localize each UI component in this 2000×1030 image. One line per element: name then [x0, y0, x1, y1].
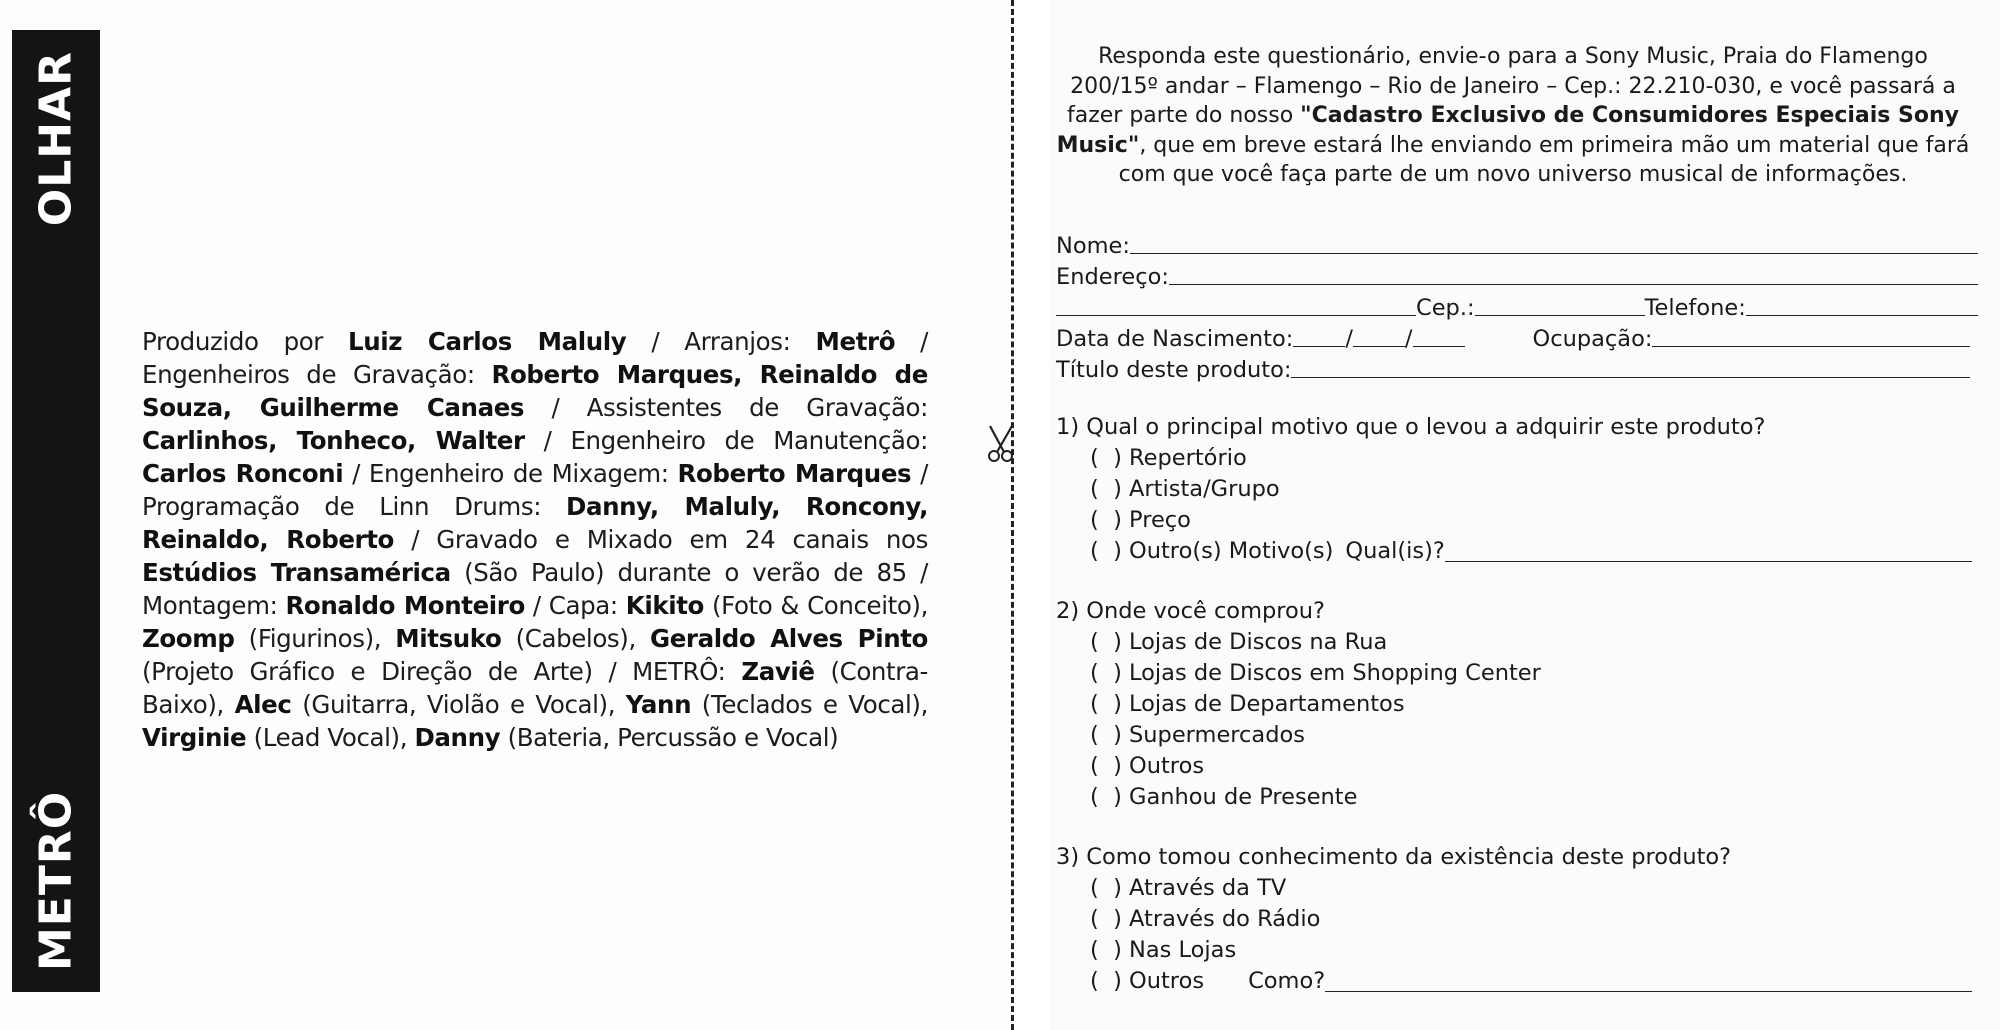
option-label: Através da TV: [1129, 875, 1287, 901]
text-run: Responda este questionário, envie-o para a Sony Music, Praia do Flamengo 200/15º andar – Flamengo – Rio de Janeiro – Cep.: 22.210-030, e você passará a fazer parte do nosso: [1066, 44, 1956, 128]
text-run: / Programação de Linn Drums:: [142, 458, 928, 521]
bold-text-run: "Cadastro Exclusivo de Consumidores Especiais Sony Music": [1056, 103, 1960, 158]
text-run: (Lead Vocal),: [246, 722, 415, 752]
checkbox-parentheses[interactable]: ( ): [1090, 906, 1130, 932]
question-title: 2) Onde você comprou?: [1056, 598, 1326, 624]
checkbox-parentheses[interactable]: ( ): [1090, 753, 1130, 779]
bold-text-run: Metrô: [815, 326, 896, 356]
option-row[interactable]: [1056, 536, 1978, 567]
text-run: (Cabelos),: [501, 623, 650, 653]
bold-text-run: Zoomp: [142, 623, 235, 653]
option-label: Através do Rádio: [1129, 906, 1321, 932]
address-field[interactable]: [1169, 262, 1978, 285]
bold-text-run: Ronaldo Monteiro: [285, 590, 525, 620]
dashed-cut-line: [1011, 0, 1014, 1030]
birth-occupation-row: [1056, 321, 1978, 352]
spine-album-title: OLHAR: [30, 51, 82, 227]
cep-field[interactable]: [1475, 293, 1645, 316]
checkbox-parentheses[interactable]: ( ): [1090, 660, 1130, 686]
bold-text-run: Kikito: [625, 590, 704, 620]
option-row[interactable]: [1056, 627, 1978, 658]
option-row[interactable]: [1056, 966, 1978, 997]
checkbox-parentheses[interactable]: ( ): [1090, 538, 1130, 564]
option-label: Lojas de Discos na Rua: [1129, 629, 1388, 655]
option-row[interactable]: [1056, 689, 1978, 720]
address-row: [1056, 259, 1978, 290]
question-title: 3) Como tomou conhecimento da existência deste produto?: [1056, 844, 1732, 870]
checkbox-parentheses[interactable]: ( ): [1090, 875, 1130, 901]
date-separator: /: [1345, 326, 1353, 352]
address-label: Endereço:: [1056, 264, 1169, 290]
question-2: [1056, 596, 1978, 813]
text-run: (Figurinos),: [234, 623, 396, 653]
spine-band: [12, 30, 100, 992]
option-row[interactable]: [1056, 751, 1978, 782]
text-run: (Projeto Gráfico e Direção de Arte) / METRÔ:: [142, 656, 742, 686]
option-row[interactable]: [1056, 658, 1978, 689]
question-title: 1) Qual o principal motivo que o levou a adquirir este produto?: [1056, 414, 1766, 440]
option-row[interactable]: [1056, 935, 1978, 966]
checkbox-parentheses[interactable]: ( ): [1090, 691, 1130, 717]
text-run: / Assistentes de Gravação:: [524, 392, 929, 422]
option-label: Artista/Grupo: [1129, 476, 1280, 502]
bold-text-run: Mitsuko: [395, 623, 502, 653]
phone-label: Telefone:: [1644, 295, 1746, 321]
checkbox-parentheses[interactable]: ( ): [1090, 445, 1130, 471]
bold-text-run: Zaviê: [741, 656, 815, 686]
text-run: / Capa:: [524, 590, 626, 620]
bold-text-run: Danny, Maluly, Roncony, Reinaldo, Roberto: [142, 491, 928, 554]
text-run: / Gravado e Mixado em 24 canais nos: [393, 524, 928, 554]
birth-month-field[interactable]: [1353, 324, 1405, 347]
text-run: , que em breve estará lhe enviando em primeira mão um material que fará com que você faça parte de um novo universo musical de informações.: [1118, 132, 1970, 187]
cep-label: Cep.:: [1416, 295, 1475, 321]
bold-text-run: Yann: [625, 689, 692, 719]
questions-section: [1056, 412, 1978, 997]
spine-label: [31, 51, 82, 971]
text-run: / Engenheiros de Gravação:: [142, 326, 928, 389]
intro-paragraph: [1054, 42, 1972, 190]
followup-label: Qual(is)?: [1345, 538, 1445, 564]
option-label: Supermercados: [1129, 722, 1305, 748]
bold-text-run: Estúdios Transamérica: [142, 557, 451, 587]
checkbox-parentheses[interactable]: ( ): [1090, 937, 1130, 963]
option-label: Outros: [1129, 753, 1205, 779]
bold-text-run: Roberto Marques: [677, 458, 912, 488]
question-3: [1056, 842, 1978, 997]
right-page: [1050, 0, 2000, 1030]
option-row[interactable]: [1056, 505, 1978, 536]
birth-year-field[interactable]: [1413, 324, 1465, 347]
checkbox-parentheses[interactable]: ( ): [1090, 722, 1130, 748]
date-separator: /: [1404, 326, 1413, 352]
birthdate-label: Data de Nascimento:: [1056, 326, 1294, 352]
cep-phone-row: [1056, 290, 1978, 321]
text-run: / Engenheiro de Manutenção:: [524, 425, 928, 455]
option-row[interactable]: [1056, 873, 1978, 904]
text-run: (Foto & Conceito),: [703, 590, 928, 620]
text-run: (Contra-Baixo),: [142, 656, 928, 719]
option-label: Nas Lojas: [1129, 937, 1237, 963]
product-title-label: Título deste produto:: [1056, 357, 1292, 383]
followup-label: Como?: [1248, 968, 1326, 994]
bold-text-run: Carlinhos, Tonheco, Walter: [142, 425, 525, 455]
bold-text-run: Geraldo Alves Pinto: [650, 623, 928, 653]
credits-paragraph: [142, 325, 928, 754]
option-label: Preço: [1129, 507, 1191, 533]
option-label: Outro(s) Motivo(s): [1129, 538, 1334, 564]
option-label: Ganhou de Presente: [1129, 784, 1358, 810]
checkbox-parentheses[interactable]: ( ): [1090, 784, 1130, 810]
checkbox-parentheses[interactable]: ( ): [1090, 507, 1130, 533]
birth-day-field[interactable]: [1293, 324, 1345, 347]
bold-text-run: Luiz Carlos Maluly: [348, 326, 627, 356]
option-label: Repertório: [1129, 445, 1247, 471]
spine-band-name: METRÔ: [30, 790, 82, 971]
option-label: Outros: [1129, 968, 1205, 994]
product-title-field[interactable]: [1291, 355, 1970, 378]
text-run: / Arranjos:: [626, 326, 816, 356]
name-label: Nome:: [1056, 233, 1130, 259]
option-label: Lojas de Discos em Shopping Center: [1129, 660, 1541, 686]
followup-field[interactable]: [1325, 969, 1972, 992]
name-row: [1056, 228, 1978, 259]
text-run: (São Paulo) durante o verão de 85 / Montagem:: [142, 557, 929, 620]
bold-text-run: Alec: [234, 689, 292, 719]
bold-text-run: Danny: [414, 722, 501, 752]
text-run: (Guitarra, Violão e Vocal),: [291, 689, 626, 719]
option-row[interactable]: [1056, 782, 1978, 813]
questionnaire-form: [1056, 228, 1978, 997]
option-label: Lojas de Departamentos: [1129, 691, 1405, 717]
product-title-row: [1056, 352, 1978, 383]
name-field[interactable]: [1130, 231, 1978, 254]
question-1: [1056, 412, 1978, 567]
checkbox-parentheses[interactable]: ( ): [1090, 968, 1130, 994]
text-run: (Bateria, Percussão e Vocal): [500, 722, 839, 752]
text-run: / Engenheiro de Mixagem:: [343, 458, 678, 488]
bold-text-run: Virginie: [142, 722, 247, 752]
option-row[interactable]: [1056, 720, 1978, 751]
scissors-icon: [986, 424, 1020, 462]
bold-text-run: Carlos Ronconi: [142, 458, 344, 488]
option-row[interactable]: [1056, 443, 1978, 474]
bold-text-run: Roberto Marques, Reinaldo de Souza, Guilherme Canaes: [142, 359, 928, 422]
occupation-label: Ocupação:: [1532, 326, 1653, 352]
text-run: (Teclados e Vocal),: [691, 689, 928, 719]
text-run: Produzido por: [142, 326, 348, 356]
occupation-field[interactable]: [1652, 324, 1970, 347]
option-row[interactable]: [1056, 474, 1978, 505]
followup-field[interactable]: [1445, 539, 1972, 562]
address-line-2-field[interactable]: [1056, 293, 1416, 316]
phone-field[interactable]: [1746, 293, 1978, 316]
option-row[interactable]: [1056, 904, 1978, 935]
checkbox-parentheses[interactable]: ( ): [1090, 629, 1130, 655]
checkbox-parentheses[interactable]: ( ): [1090, 476, 1130, 502]
